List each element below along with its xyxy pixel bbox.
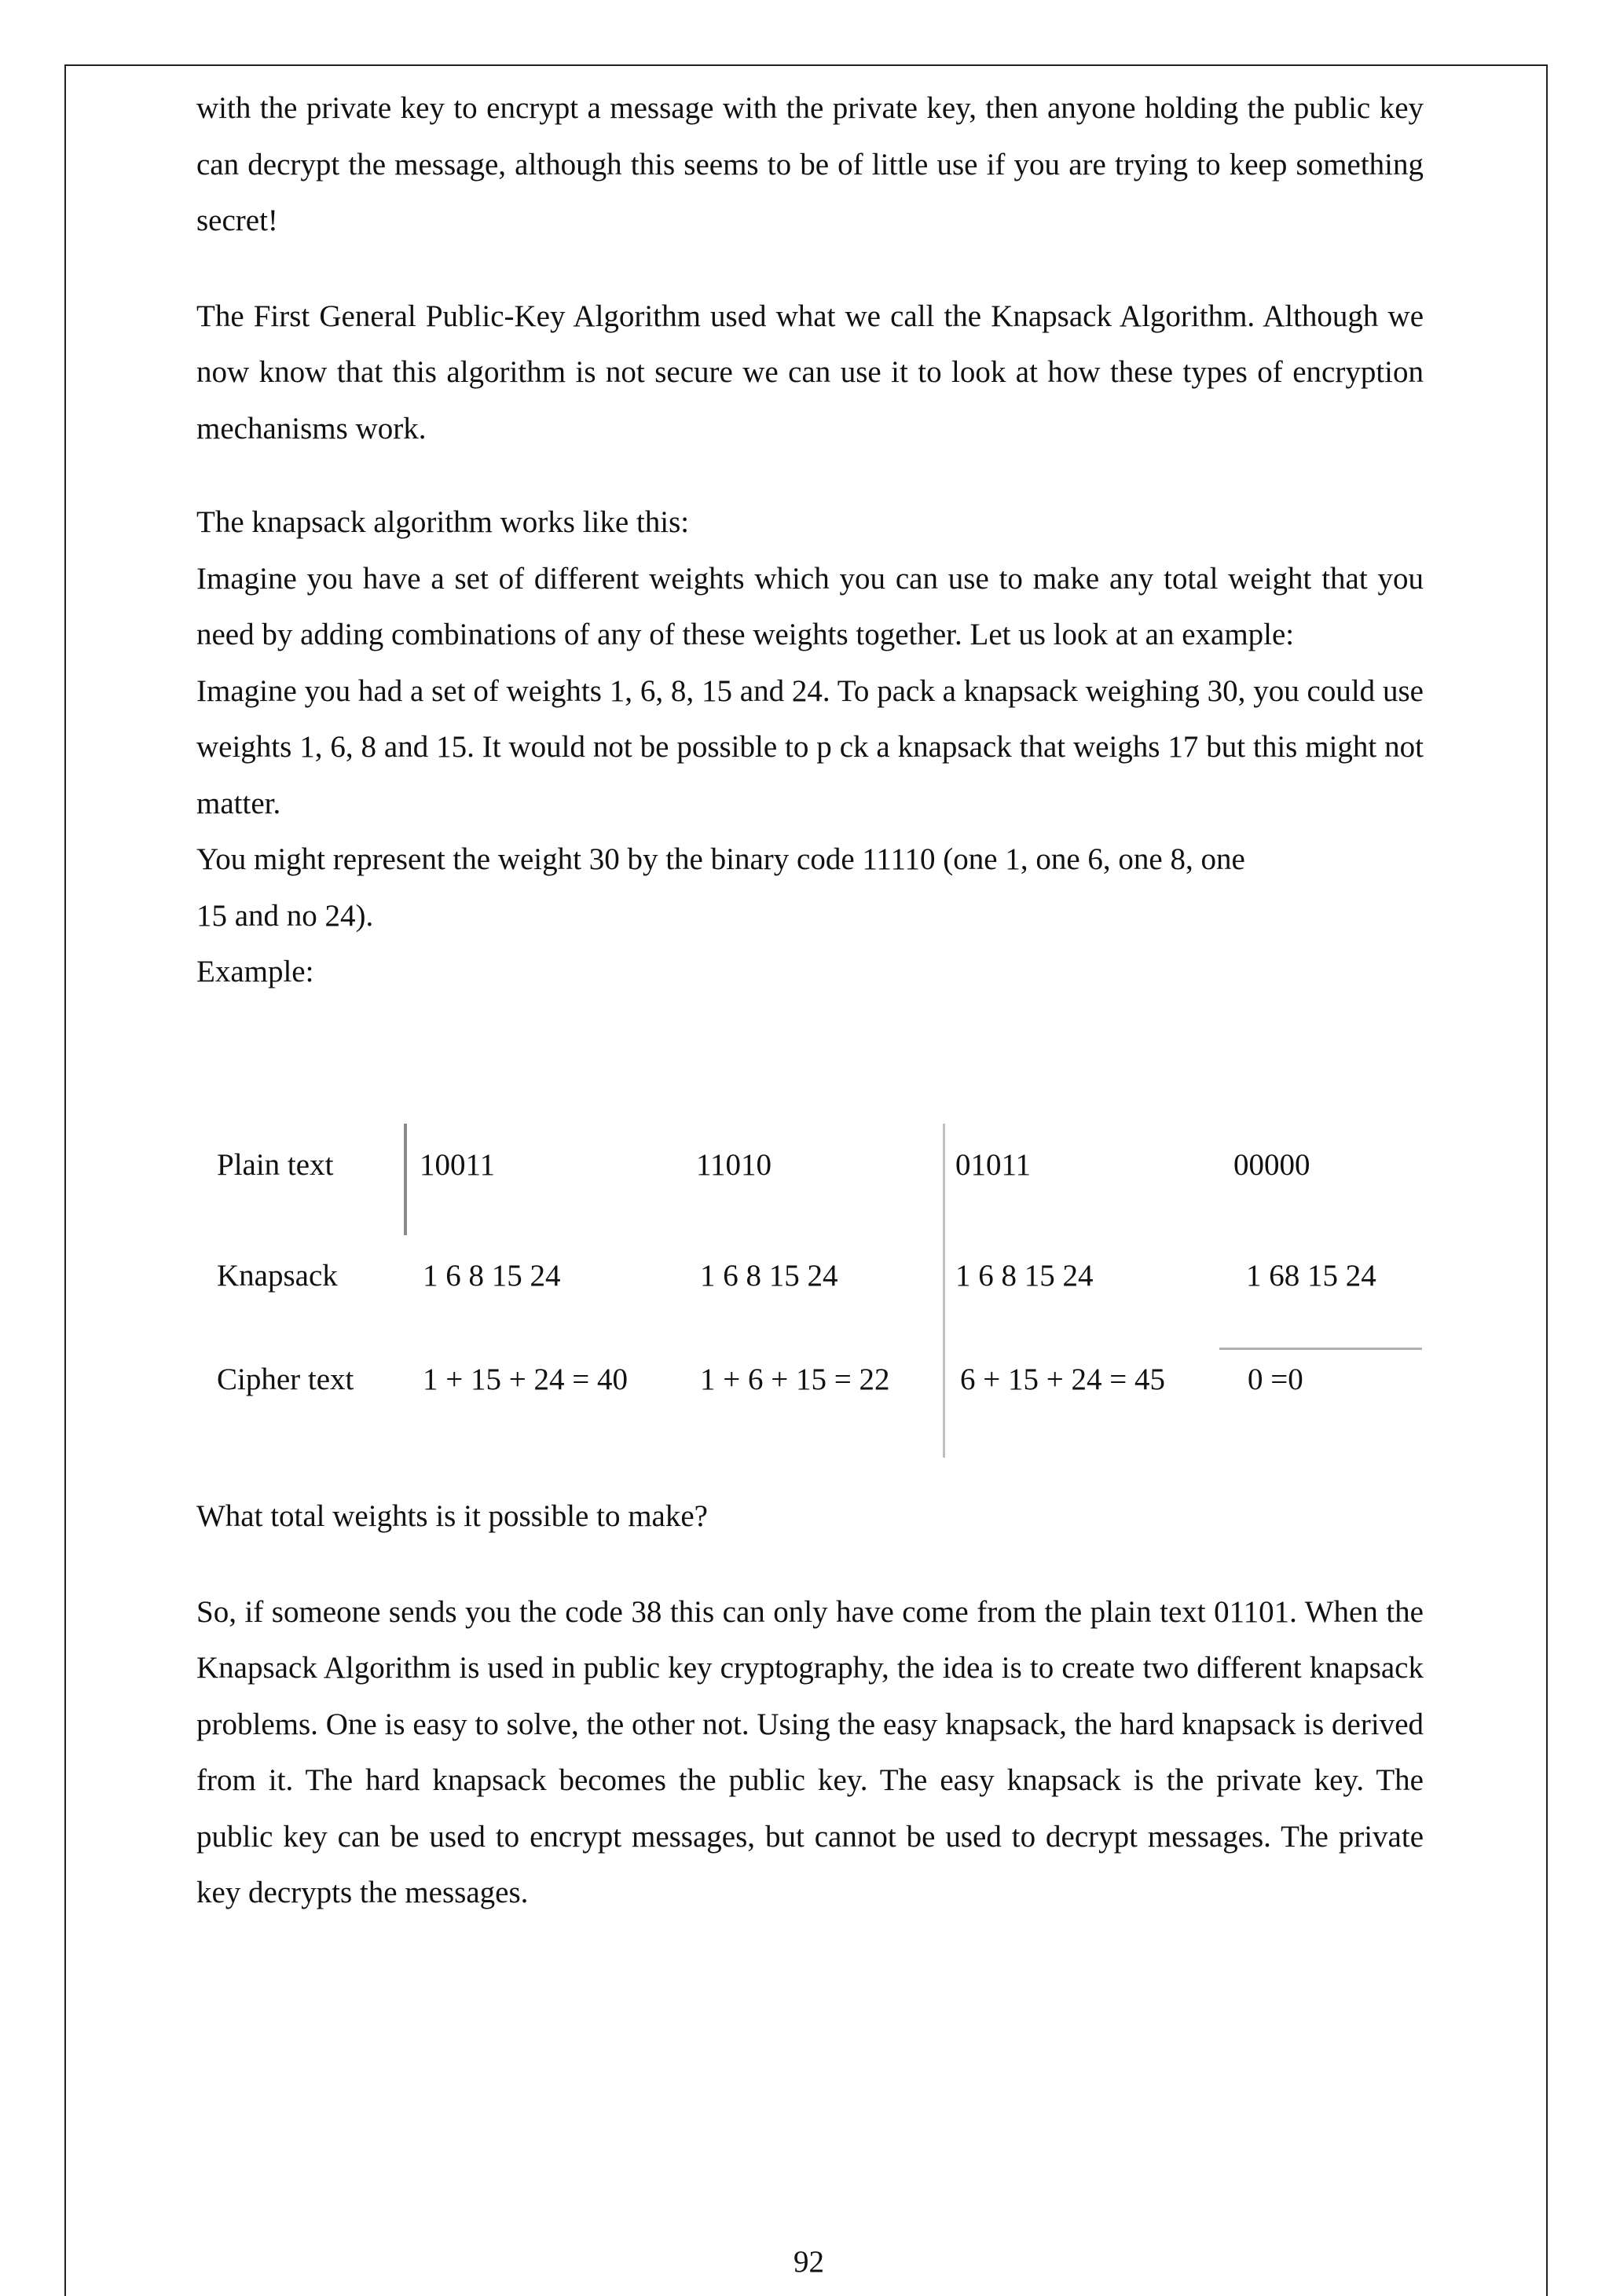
row-label-plain-text: Plain text bbox=[217, 1148, 334, 1182]
knapsack-example-line: Imagine you had a set of weights 1, 6, 8, 15 and 24. To pack a knapsack weighing 30, you could use weights 1, 6, 8 and 15. It would not be possible to p ck a knapsack that weighs 17 but this might not matter. bbox=[196, 673, 1424, 820]
knapsack-cell: 1 6 8 15 24 bbox=[955, 1259, 1094, 1293]
body-text-bottom bbox=[196, 1488, 1424, 1921]
question-line: What total weights is it possible to make? bbox=[196, 1499, 708, 1533]
knapsack-cell: 1 6 8 15 24 bbox=[423, 1259, 561, 1293]
plain-text-cell: 01011 bbox=[955, 1148, 1032, 1182]
binary-code-line: You might represent the weight 30 by the binary code 11110 (one 1, one 6, one 8, one bbox=[196, 842, 1245, 876]
paragraph-public-key: So, if someone sends you the code 38 this can only have come from the plain text 01101. When the Knapsack Algorithm is used in public key cryptography, the idea is to create two different knapsack problems. One is easy to solve, the other not. Using the easy knapsack, the hard knapsack is derived from it. The hard knapsack becomes the public key. The easy knapsack is the private key. The public key can be used to encrypt messages, but cannot be used to decrypt messages. The private key decrypts the messages. bbox=[196, 1594, 1424, 1909]
page-number: 92 bbox=[794, 2245, 824, 2279]
example-label: Example: bbox=[196, 955, 314, 988]
body-text-top bbox=[196, 80, 1424, 1000]
cipher-text-cell: 6 + 15 + 24 = 45 bbox=[960, 1363, 1165, 1396]
cipher-text-cell: 1 + 6 + 15 = 22 bbox=[700, 1363, 890, 1396]
paragraph-knapsack-history: The First General Public-Key Algorithm used what we call the Knapsack Algorithm. Although we now know that this algorithm is not secure we can use it to look at how these types of encryption mechanisms work. bbox=[196, 299, 1424, 446]
paragraph-knapsack-how bbox=[196, 494, 1424, 1000]
knapsack-cell: 1 68 15 24 bbox=[1246, 1259, 1376, 1293]
row-label-knapsack: Knapsack bbox=[217, 1259, 338, 1293]
cipher-text-cell: 0 =0 bbox=[1248, 1363, 1303, 1396]
cipher-text-cell: 1 + 15 + 24 = 40 bbox=[423, 1363, 628, 1396]
plain-text-cell: 11010 bbox=[696, 1148, 772, 1182]
row-label-cipher-text: Cipher text bbox=[217, 1363, 354, 1396]
knapsack-example-table bbox=[196, 1124, 1424, 1462]
knapsack-intro-line: The knapsack algorithm works like this: bbox=[196, 505, 690, 539]
table-divider-left bbox=[404, 1124, 407, 1235]
knapsack-imagine-line: Imagine you have a set of different weights which you can use to make any total weight that you need by adding combinations of any of these weights together. Let us look at an example: bbox=[196, 561, 1424, 651]
table-divider-mid bbox=[943, 1124, 945, 1458]
plain-text-cell: 00000 bbox=[1233, 1148, 1310, 1182]
knapsack-cell: 1 6 8 15 24 bbox=[700, 1259, 838, 1293]
paragraph-intro: with the private key to encrypt a message with the private key, then anyone holding the public key can decrypt the message, although this seems to be of little use if you are trying to keep something secret! bbox=[196, 91, 1424, 237]
table-rule bbox=[1219, 1348, 1422, 1350]
plain-text-cell: 10011 bbox=[420, 1148, 496, 1182]
binary-code-line-cont: 15 and no 24). bbox=[196, 898, 374, 933]
